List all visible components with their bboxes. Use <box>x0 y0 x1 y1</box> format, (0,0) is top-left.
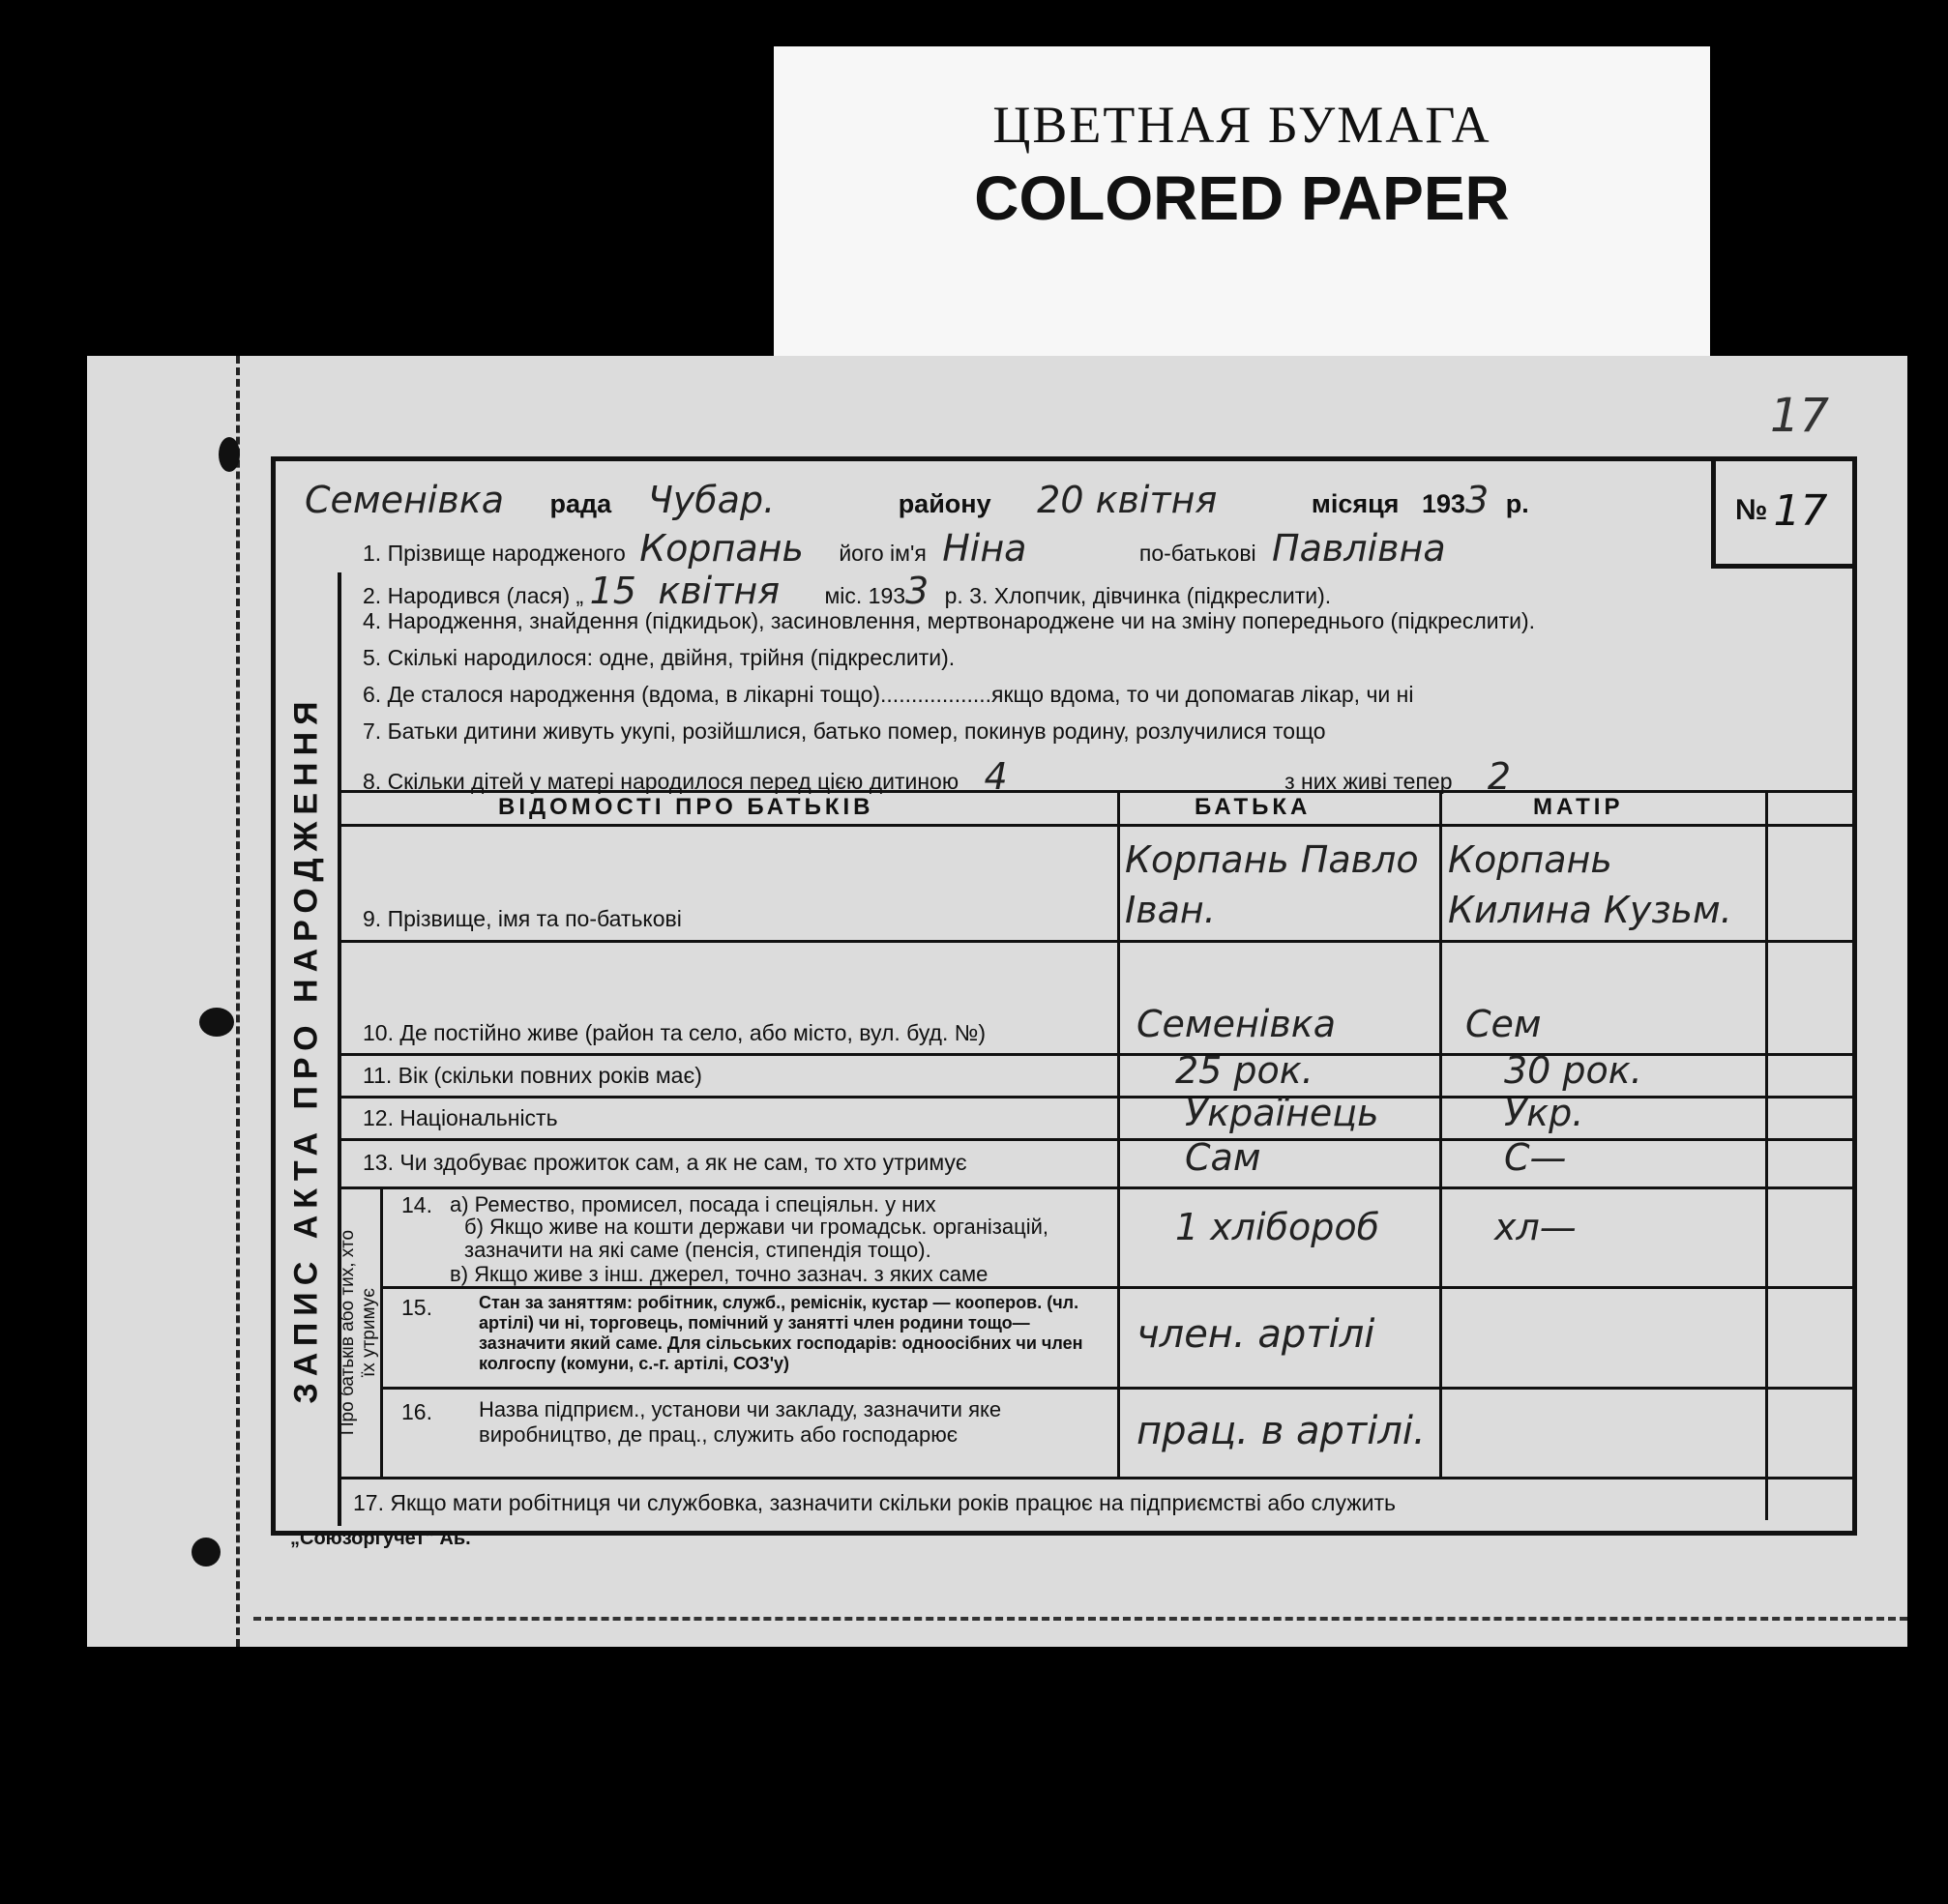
item-17: 17. Якщо мати робітниця чи службовка, зазначити скільки років працює на підприємстві або служить <box>353 1490 1396 1515</box>
child-name: Ніна <box>942 527 1027 570</box>
side-label-line-2: їх утримує <box>359 1288 379 1377</box>
row-14-v: в) Якщо живе з інш. джерел, точно зазнач. з яких саме <box>450 1262 989 1286</box>
row-16-rule <box>338 1477 1852 1479</box>
item-8-alive-label: з них живі тепер <box>1284 769 1453 794</box>
row-12-rule <box>338 1138 1852 1141</box>
row-16-text: Назва підприєм., установи чи закладу, зазначити яке виробництво, де прац., служить або господарює <box>479 1397 1002 1447</box>
colored-paper-label-en: COLORED PAPER <box>974 163 1510 233</box>
workplace: прац. в артілі. <box>1136 1409 1426 1453</box>
item-1-patronymic-label: по-батькові <box>1138 541 1256 566</box>
mother-support: С— <box>1504 1136 1567 1179</box>
children-alive: 2 <box>1487 755 1512 798</box>
employment-status: член. артілі <box>1136 1312 1375 1357</box>
mother-occupation: хл— <box>1494 1206 1577 1248</box>
item-1 <box>363 527 1446 570</box>
punch-hole <box>192 1538 221 1567</box>
item-7: 7. Батьки дитини живуть укупі, розійшлися, батько помер, покинув родину, розлучилися тощо <box>363 718 1326 744</box>
year-suffix: р. <box>1505 489 1529 518</box>
row-15-rule <box>380 1387 1852 1390</box>
row-11-rule <box>338 1096 1852 1098</box>
item-5: 5. Скількі народилося: одне, двійня, трійня (підкреслити). <box>363 645 956 670</box>
publisher-imprint: „Союзоргучет" Аь. <box>290 1528 471 1549</box>
tear-perforation <box>253 1617 1907 1621</box>
side-title-column <box>276 572 341 1526</box>
item-2 <box>363 570 1331 612</box>
record-number-label: № <box>1735 494 1768 526</box>
side-label-line-1: Про батьків або тих, хто <box>338 1229 358 1436</box>
item-2-year-label: міс. 193 <box>824 583 906 608</box>
month-label: місяця <box>1311 489 1400 518</box>
mother-column-header: МАТІР <box>1533 794 1624 820</box>
father-nationality: Українець <box>1185 1092 1379 1134</box>
year-label: 193 <box>1421 489 1466 518</box>
row-13-label: 13. Чи здобуває прожиток сам, а як не сам, то хто утримує <box>363 1150 967 1175</box>
father-occupation: 1 хлібороб <box>1175 1206 1380 1248</box>
row-11-label: 11. Вік (скільки повних років має) <box>363 1063 702 1088</box>
child-patronymic: Павлівна <box>1272 527 1446 570</box>
row-12-label: 12. Національність <box>363 1105 558 1130</box>
archive-page-number: 17 <box>1770 389 1830 443</box>
district-value: Чубар. <box>647 479 776 521</box>
father-age: 25 рок. <box>1175 1049 1313 1092</box>
punch-hole <box>219 437 240 472</box>
row-14-number: 14. <box>401 1192 432 1217</box>
colored-paper-card <box>774 46 1710 358</box>
mother-nationality: Укр. <box>1504 1092 1584 1134</box>
item-3-label: р. 3. Хлопчик, дівчинка (підкреслити). <box>944 583 1332 608</box>
father-support: Сам <box>1185 1136 1261 1179</box>
item-1-name-label: його ім'я <box>839 541 927 566</box>
council-value: Семенівка <box>305 479 504 521</box>
table-header-rule <box>338 824 1852 827</box>
item-1-label: 1. Прізвище народженого <box>363 541 626 566</box>
row-14-b: б) Якщо живе на кошти держави чи громадськ. організацій, зазначити на які саме (пенсія, стипендія тощо). <box>464 1215 1048 1262</box>
mother-age: 30 рок. <box>1504 1049 1642 1092</box>
record-number-box <box>1711 457 1856 569</box>
district-label: району <box>898 489 991 518</box>
birth-year: 3 <box>905 570 930 612</box>
birth-record-form <box>271 456 1857 1536</box>
birth-day: 15 <box>589 570 636 612</box>
day-value: 20 квітня <box>1037 479 1218 521</box>
mother-full-name: Корпань Килина Кузьм. <box>1448 838 1732 931</box>
row-15-text: Стан за заняттям: робітник, служб., реміснік, кустар — кооперов. (чл. артілі) чи ні, торговець, помічний у занятті член родини тощо—зазначити який саме. Для сільських господарів: одноосібних чи член колгоспу (комуни, с.-г. артілі, СОЗ'у) <box>479 1293 1083 1373</box>
child-surname: Корпань <box>639 527 804 570</box>
parents-table-header: ВІДОМОСТІ ПРО БАТЬКІВ <box>498 794 874 820</box>
father-column-header: БАТЬКА <box>1195 794 1312 820</box>
row-9-label: 9. Прізвище, імя та по-батькові <box>363 906 682 931</box>
father-full-name: Корпань Павло Іван. <box>1125 838 1419 931</box>
record-number-value: 17 <box>1773 485 1828 536</box>
father-column-divider <box>1117 790 1120 1477</box>
birth-month: квітня <box>658 570 781 612</box>
item-8-label: 8. Скільки дітей у матері народилося перед цією дитиною <box>363 769 959 794</box>
mother-column-divider <box>1439 790 1442 1477</box>
row-15-number: 15. <box>401 1295 432 1320</box>
item-4: 4. Народження, знайдення (підкидьок), засиновлення, мертвонароджене чи на зміну попереднього (підкреслити). <box>363 608 1536 633</box>
punch-hole <box>199 1008 234 1037</box>
rows-14-16-side-label <box>338 1230 380 1435</box>
header-line <box>305 479 1529 521</box>
right-column-divider <box>1765 790 1768 1520</box>
mother-residence: Сем <box>1465 1003 1542 1045</box>
table-top-rule <box>338 790 1852 793</box>
row-13-rule <box>338 1186 1852 1189</box>
side-title: ЗАПИС АКТА ПРО НАРОДЖЕННЯ <box>287 694 325 1404</box>
children-before: 4 <box>984 755 1008 798</box>
stub-perforation <box>236 356 240 1647</box>
council-label: рада <box>549 489 612 518</box>
item-2-label: 2. Народився (лася) „ <box>363 583 584 608</box>
row-10-label: 10. Де постійно живе (район та село, або місто, вул. буд. №) <box>363 1020 987 1045</box>
father-residence: Семенівка <box>1136 1003 1336 1045</box>
row-16-number: 16. <box>401 1399 432 1424</box>
row-9-rule <box>338 940 1852 943</box>
item-6: 6. Де сталося народження (вдома, в лікарні тощо)..................якщо вдома, то чи допомагав лікар, чи ні <box>363 682 1414 707</box>
colored-paper-label-ru: ЦВЕТНАЯ БУМАГА <box>992 96 1491 154</box>
year-value: 3 <box>1465 479 1490 521</box>
rows-14-16-side-column <box>338 1188 383 1477</box>
row-14-a: а) Ремество, промисел, посада і спеціяльн. у них <box>450 1192 936 1216</box>
